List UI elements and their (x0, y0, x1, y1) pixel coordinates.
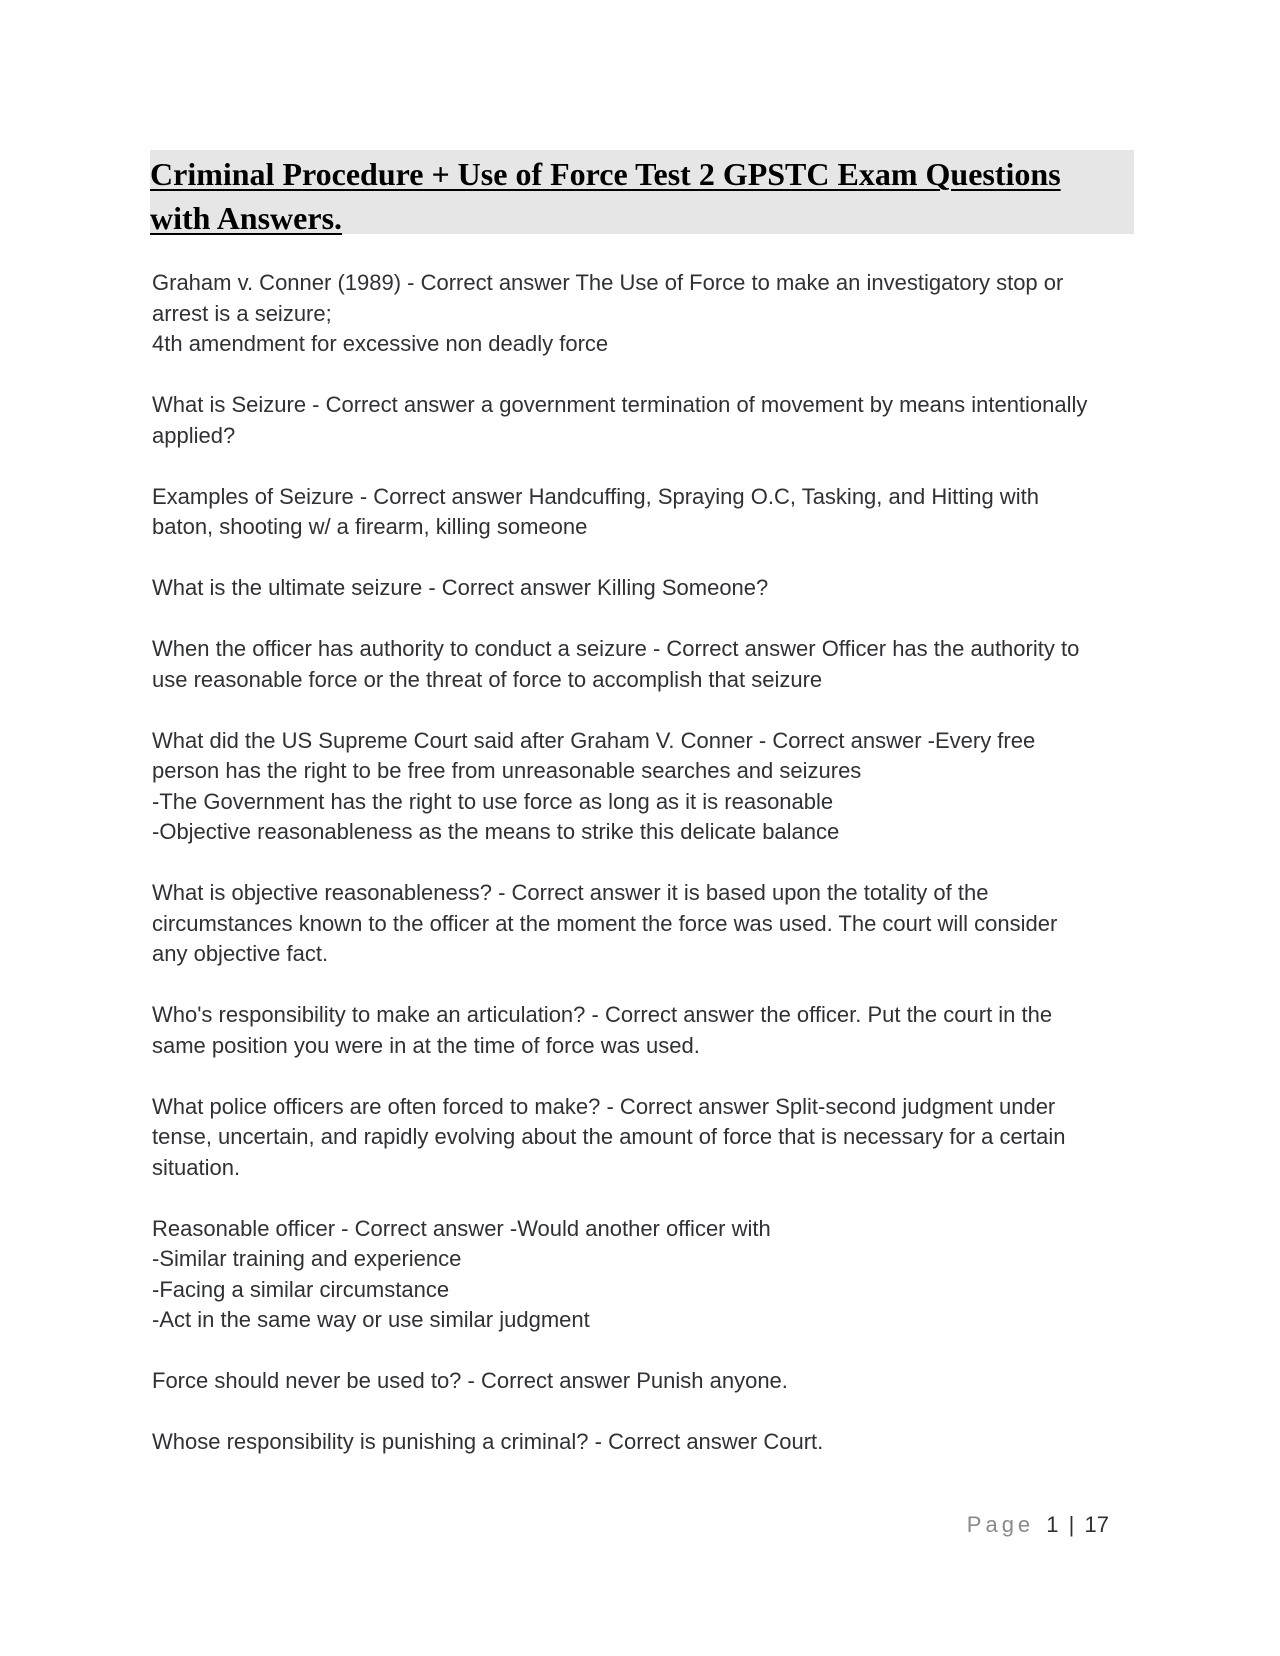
qa-entry-line: circumstances known to the officer at the moment the force was used. The court will consider (152, 910, 1058, 936)
qa-entry-line: use reasonable force or the threat of force to accomplish that seizure (152, 666, 823, 692)
page-footer (967, 1512, 1109, 1538)
document-body (152, 268, 1142, 1488)
qa-entry-line: Examples of Seizure - Correct answer Handcuffing, Spraying O.C, Tasking, and Hitting with (152, 483, 1039, 509)
page-total: 17 (1084, 1512, 1109, 1537)
qa-entry (152, 634, 1142, 695)
qa-entry-line: tense, uncertain, and rapidly evolving about the amount of force that is necessary for a certain (152, 1124, 1066, 1149)
qa-entry-line: What police officers are often forced to make? - Correct answer Split-second judgment under (152, 1093, 1056, 1119)
qa-entry (152, 1214, 1142, 1336)
qa-entry-line: What is the ultimate seizure - Correct answer Killing Someone? (152, 575, 769, 600)
qa-entry-line: When the officer has authority to conduct a seizure - Correct answer Officer has the authority to (152, 636, 1080, 661)
qa-entry-line: -Facing a similar circumstance (152, 1276, 450, 1302)
qa-entry (152, 726, 1142, 848)
qa-entry (152, 1092, 1142, 1184)
page-number: 1 (1046, 1512, 1059, 1537)
qa-entry (152, 878, 1142, 970)
qa-entry (152, 390, 1142, 451)
qa-entry (152, 482, 1142, 543)
qa-entry-line: Graham v. Conner (1989) - Correct answer The Use of Force to make an investigatory stop or (152, 270, 1064, 295)
document-title (150, 150, 1134, 234)
qa-entry-line: Force should never be used to? - Correct answer Punish anyone. (152, 1368, 788, 1393)
qa-entry-line: same position you were in at the time of force was used. (152, 1032, 700, 1058)
qa-entry-line: What is Seizure - Correct answer a government termination of movement by means intentionally (152, 392, 1088, 417)
qa-entry-line: person has the right to be free from unreasonable searches and seizures (152, 758, 862, 783)
qa-entry-line: Whose responsibility is punishing a criminal? - Correct answer Court. (152, 1429, 824, 1454)
qa-entry (152, 1000, 1142, 1061)
title-line-1: Criminal Procedure + Use of Force Test 2 GPSTC Exam Questions (150, 156, 1061, 192)
qa-entry-line: 4th amendment for excessive non deadly force (152, 331, 609, 356)
qa-entry (152, 268, 1142, 360)
qa-entry-line: -Objective reasonableness as the means to strike this delicate balance (152, 819, 840, 844)
qa-entry-line: any objective fact. (152, 941, 329, 966)
qa-entry-line: Reasonable officer - Correct answer -Would another officer with (152, 1215, 771, 1241)
qa-entry-line: -Similar training and experience (152, 1246, 462, 1271)
qa-entry (152, 573, 1142, 604)
qa-entry-line: arrest is a seizure; (152, 300, 332, 326)
qa-entry-line: situation. (152, 1154, 241, 1180)
qa-entry-line: baton, shooting w/ a firearm, killing someone (152, 514, 588, 539)
page-separator: | (1068, 1512, 1075, 1537)
qa-entry-line: Who's responsibility to make an articulation? - Correct answer the officer. Put the court in the (152, 1002, 1053, 1027)
qa-entry-line: What did the US Supreme Court said after Graham V. Conner - Correct answer -Every free (152, 727, 1036, 753)
qa-entry-line: -Act in the same way or use similar judgment (152, 1307, 590, 1332)
qa-entry-line: What is objective reasonableness? - Correct answer it is based upon the totality of the (152, 880, 989, 905)
qa-entry-line: applied? (152, 422, 236, 448)
title-line-2: with Answers. (150, 200, 343, 236)
page-label: Page (966, 1512, 1035, 1537)
qa-entry (152, 1366, 1142, 1397)
qa-entry (152, 1427, 1142, 1458)
qa-entry-line: -The Government has the right to use force as long as it is reasonable (152, 788, 834, 814)
